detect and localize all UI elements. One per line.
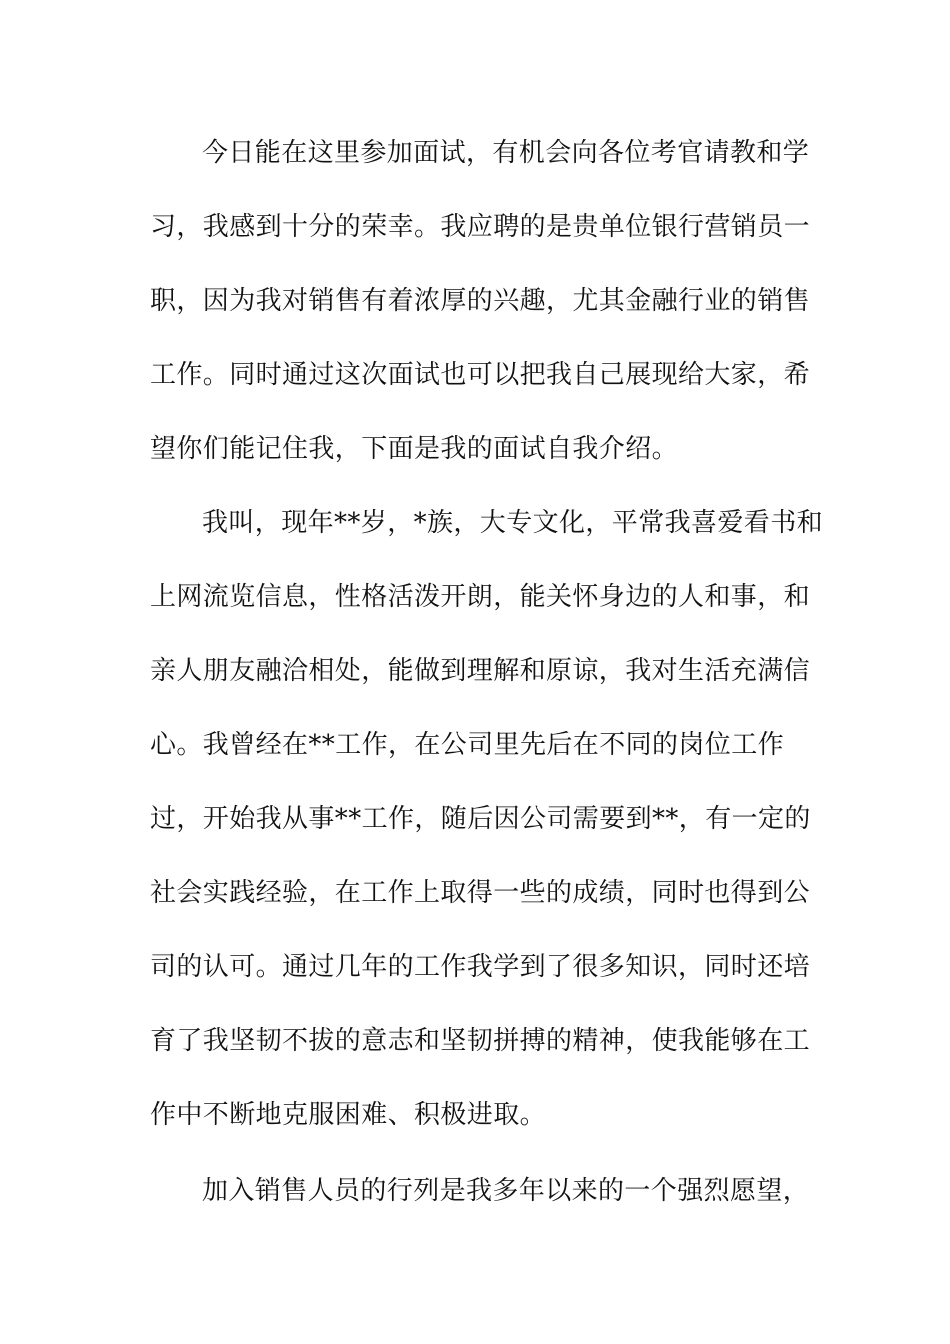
text-line: 职，因为我对销售有着浓厚的兴趣，尤其金融行业的销售 bbox=[150, 286, 811, 316]
text-line: 今日能在这里参加面试，有机会向各位考官请教和学 bbox=[202, 138, 810, 168]
text-line: 工作。同时通过这次面试也可以把我自己展现给大家，希 bbox=[150, 360, 811, 390]
text-line: 司的认可。通过几年的工作我学到了很多知识，同时还培 bbox=[150, 952, 811, 982]
text-line: 望你们能记住我，下面是我的面试自我介绍。 bbox=[150, 434, 679, 464]
text-line: 亲人朋友融洽相处，能做到理解和原谅，我对生活充满信 bbox=[150, 656, 811, 686]
text-line: 上网流览信息，性格活泼开朗，能关怀身边的人和事，和 bbox=[150, 582, 811, 612]
text-line: 加入销售人员的行列是我多年以来的一个强烈愿望， bbox=[202, 1176, 810, 1206]
text-line: 我叫，现年**岁，*族，大专文化，平常我喜爱看书和 bbox=[202, 508, 824, 538]
text-line: 社会实践经验，在工作上取得一些的成绩，同时也得到公 bbox=[150, 878, 811, 908]
text-line: 心。我曾经在**工作，在公司里先后在不同的岗位工作 bbox=[150, 730, 785, 760]
text-line: 过，开始我从事**工作，随后因公司需要到**，有一定的 bbox=[150, 804, 811, 834]
text-line: 习，我感到十分的荣幸。我应聘的是贵单位银行营销员一 bbox=[150, 212, 811, 242]
text-line: 作中不断地克服困难、积极进取。 bbox=[150, 1100, 547, 1130]
text-line: 育了我坚韧不拔的意志和坚韧拼搏的精神，使我能够在工 bbox=[150, 1026, 811, 1056]
